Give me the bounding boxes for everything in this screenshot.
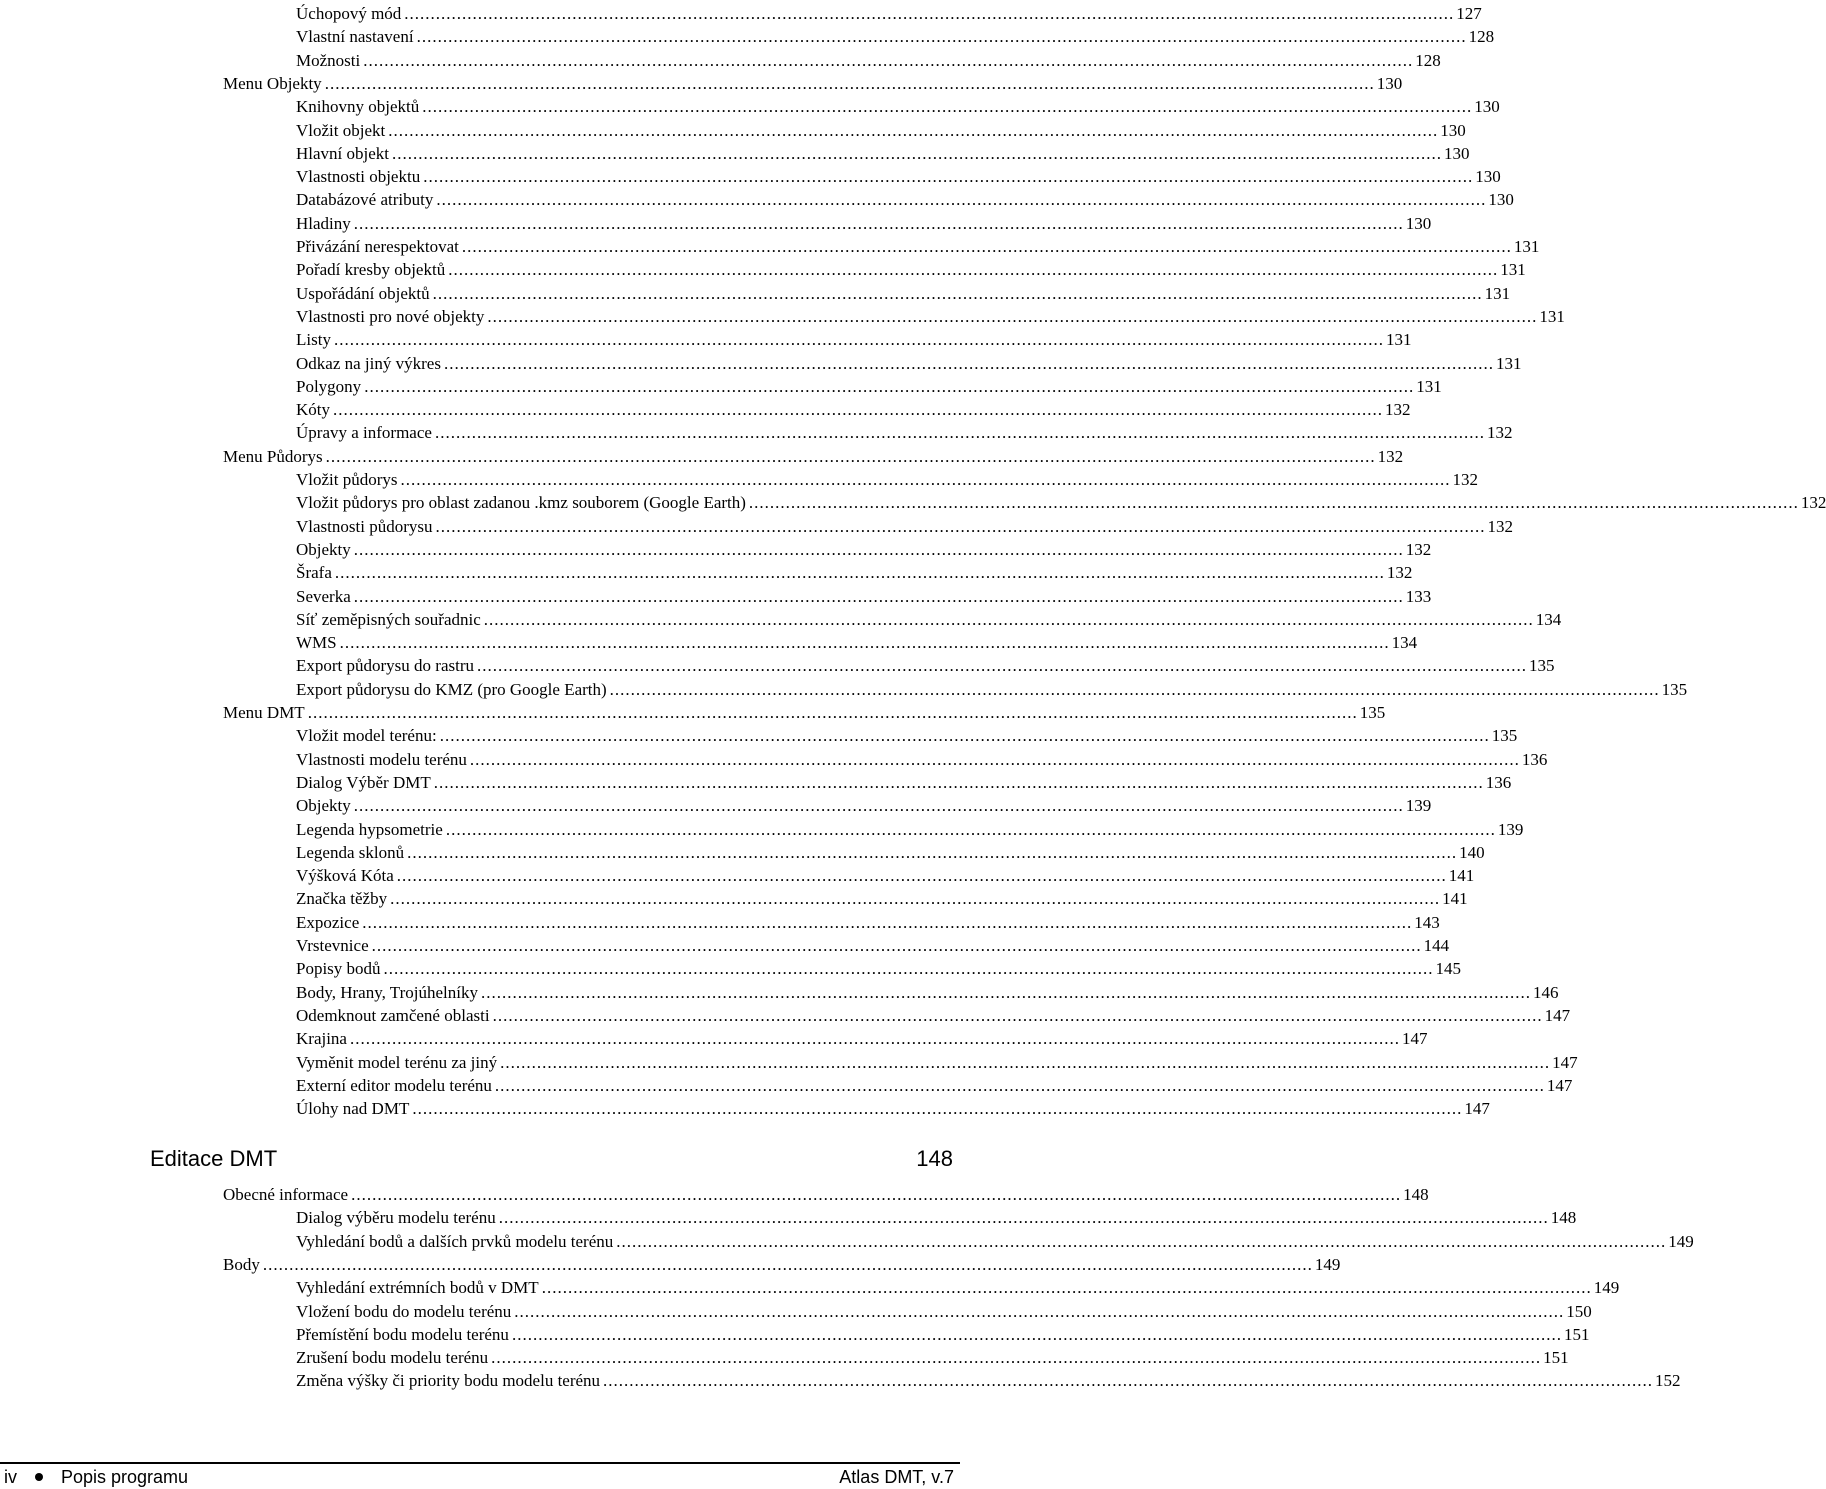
toc-entry-title: Značka těžby bbox=[296, 889, 388, 909]
toc-entry-page: 147 bbox=[1552, 1052, 1578, 1072]
toc-dot-leader: ........................................................................................................................................................................................................ bbox=[351, 1185, 1402, 1204]
toc-dot-leader: ........................................................................................................................................................................................................ bbox=[364, 376, 1415, 396]
toc-subsection-entry[interactable] bbox=[296, 655, 1555, 677]
toc-dot-leader: ........................................................................................................................................................................................................ bbox=[353, 213, 1404, 233]
toc-entry-page: 143 bbox=[1414, 912, 1440, 932]
toc-section-entry[interactable] bbox=[223, 1184, 1429, 1206]
toc-dot-leader: ........................................................................................................................................................................................................ bbox=[407, 842, 1458, 862]
toc-entry-page: 132 bbox=[1800, 493, 1826, 513]
toc-subsection-entry[interactable] bbox=[296, 1028, 1428, 1050]
toc-entry-page: 135 bbox=[1359, 703, 1386, 722]
toc-entry-title: Odkaz na jiný výkres bbox=[296, 353, 441, 373]
toc-entry-page: 128 bbox=[1415, 50, 1441, 70]
toc-entry-page: 128 bbox=[1468, 27, 1495, 47]
toc-dot-leader: ........................................................................................................................................................................................................ bbox=[748, 493, 1799, 513]
toc-dot-leader: ........................................................................................................................................................................................................ bbox=[541, 1278, 1592, 1298]
toc-subsection-entry[interactable] bbox=[296, 1052, 1578, 1074]
footer-page-number: iv bbox=[4, 1466, 17, 1487]
toc-entry-page: 131 bbox=[1484, 283, 1511, 303]
toc-subsection-entry[interactable] bbox=[296, 865, 1475, 887]
toc-subsection-entry[interactable] bbox=[296, 422, 1513, 444]
toc-entry-title: Výšková Kóta bbox=[296, 866, 394, 886]
toc-dot-leader: ........................................................................................................................................................................................................ bbox=[491, 1348, 1542, 1368]
toc-entry-title: Vyhledání extrémních bodů v DMT bbox=[296, 1278, 539, 1298]
toc-entry-page: 147 bbox=[1464, 1099, 1490, 1119]
toc-entry-title: Uspořádání objektů bbox=[296, 283, 430, 303]
toc-entry-title: Vlastnosti modelu terénu bbox=[296, 749, 467, 769]
toc-entry-title: Šrafa bbox=[296, 563, 332, 583]
toc-entry-title: Úchopový mód bbox=[296, 4, 402, 23]
toc-subsection-entry[interactable] bbox=[296, 1277, 1620, 1299]
toc-entry-page: 147 bbox=[1544, 1005, 1571, 1025]
toc-subsection-entry[interactable] bbox=[296, 50, 1441, 72]
toc-entry-page: 149 bbox=[1668, 1231, 1694, 1251]
toc-subsection-entry[interactable] bbox=[296, 120, 1466, 142]
toc-dot-leader: ........................................................................................................................................................................................................ bbox=[436, 190, 1487, 210]
toc-subsection-entry[interactable] bbox=[296, 376, 1442, 398]
toc-entry-page: 141 bbox=[1442, 889, 1468, 909]
toc-subsection-entry[interactable] bbox=[296, 1075, 1573, 1097]
toc-subsection-entry[interactable] bbox=[296, 958, 1462, 980]
toc-subsection-entry[interactable] bbox=[296, 469, 1479, 491]
toc-entry-page: 136 bbox=[1485, 772, 1512, 792]
toc-entry-title: Obecné informace bbox=[223, 1185, 349, 1204]
toc-entry-title: Legenda hypsometrie bbox=[296, 819, 443, 839]
toc-entry-page: 127 bbox=[1456, 4, 1482, 23]
toc-entry-page: 145 bbox=[1435, 959, 1462, 979]
toc-dot-leader: ........................................................................................................................................................................................................ bbox=[412, 1099, 1463, 1119]
toc-entry-page: 146 bbox=[1532, 982, 1559, 1002]
toc-dot-leader: ........................................................................................................................................................................................................ bbox=[500, 1052, 1551, 1072]
toc-subsection-entry[interactable] bbox=[296, 1301, 1592, 1323]
toc-entry-title: Vyhledání bodů a dalších prvků modelu terénu bbox=[296, 1231, 614, 1251]
toc-entry-page: 144 bbox=[1423, 936, 1450, 955]
toc-dot-leader: ........................................................................................................................................................................................................ bbox=[383, 959, 1434, 979]
toc-entry-page: 148 bbox=[1550, 1208, 1577, 1228]
toc-entry-title: Objekty bbox=[296, 539, 351, 559]
toc-dot-leader: ........................................................................................................................................................................................................ bbox=[432, 283, 1483, 303]
toc-dot-leader: ........................................................................................................................................................................................................ bbox=[445, 819, 1496, 839]
toc-entry-title: Vlastnosti pro nové objekty bbox=[296, 306, 485, 326]
toc-entry-page: 131 bbox=[1385, 330, 1412, 350]
toc-dot-leader: ........................................................................................................................................................................................................ bbox=[494, 1075, 1545, 1095]
toc-entry-title: Zrušení bodu modelu terénu bbox=[296, 1348, 489, 1368]
toc-subsection-entry[interactable] bbox=[296, 492, 1826, 514]
toc-entry-title: Knihovny objektů bbox=[296, 97, 420, 117]
toc-entry-page: 147 bbox=[1401, 1029, 1428, 1049]
toc-dot-leader: ........................................................................................................................................................................................................ bbox=[616, 1231, 1667, 1251]
toc-entry-title: Dialog Výběr DMT bbox=[296, 772, 431, 792]
toc-entry-title: Export půdorysu do rastru bbox=[296, 656, 475, 676]
toc-entry-page: 132 bbox=[1386, 563, 1413, 583]
toc-dot-leader: ........................................................................................................................................................................................................ bbox=[392, 143, 1443, 163]
toc-entry-page: 130 bbox=[1440, 120, 1466, 140]
toc-subsection-entry[interactable] bbox=[296, 679, 1688, 701]
toc-dot-leader: ........................................................................................................................................................................................................ bbox=[469, 749, 1520, 769]
toc-entry-title: Popisy bodů bbox=[296, 959, 381, 979]
toc-dot-leader: ........................................................................................................................................................................................................ bbox=[362, 912, 1413, 932]
toc-entry-title: Kóty bbox=[296, 400, 330, 420]
footer-section: Popis programu bbox=[61, 1466, 189, 1487]
bullet-icon bbox=[35, 1473, 43, 1481]
toc-subsection-entry[interactable] bbox=[296, 516, 1513, 538]
toc-subsection-entry[interactable] bbox=[296, 1370, 1681, 1392]
toc-entry-page: 132 bbox=[1405, 539, 1432, 559]
toc-section-entry[interactable] bbox=[223, 446, 1404, 468]
toc-entry-page: 149 bbox=[1314, 1254, 1341, 1274]
toc-subsection-entry[interactable] bbox=[296, 213, 1432, 235]
toc-entry-page: 149 bbox=[1593, 1278, 1620, 1298]
toc-subsection-entry[interactable] bbox=[296, 632, 1418, 654]
toc-dot-leader: ........................................................................................................................................................................................................ bbox=[353, 539, 1404, 559]
toc-dot-leader: ........................................................................................................................................................................................................ bbox=[477, 656, 1528, 676]
toc-entry-page: 139 bbox=[1497, 819, 1524, 839]
toc-subsection-entry[interactable] bbox=[296, 1324, 1590, 1346]
toc-subsection-entry[interactable] bbox=[296, 259, 1526, 281]
toc-subsection-entry[interactable] bbox=[296, 749, 1548, 771]
toc-dot-leader: ........................................................................................................................................................................................................ bbox=[461, 237, 1512, 256]
toc-dot-leader: ........................................................................................................................................................................................................ bbox=[434, 423, 1485, 443]
toc-entry-page: 130 bbox=[1405, 213, 1432, 233]
toc-dot-leader: ........................................................................................................................................................................................................ bbox=[363, 50, 1414, 70]
toc-entry-page: 133 bbox=[1405, 586, 1432, 606]
toc-subsection-entry[interactable] bbox=[296, 912, 1440, 934]
toc-entry-title: Vložit půdorys bbox=[296, 470, 398, 489]
toc-entry-title: Přivázání nerespektovat bbox=[296, 237, 459, 256]
toc-entry-page: 135 bbox=[1661, 679, 1688, 699]
toc-subsection-entry[interactable] bbox=[296, 399, 1411, 421]
toc-dot-leader: ........................................................................................................................................................................................................ bbox=[423, 167, 1474, 187]
toc-dot-leader: ........................................................................................................................................................................................................ bbox=[404, 4, 1455, 23]
toc-dot-leader: ........................................................................................................................................................................................................ bbox=[353, 796, 1404, 816]
toc-entry-page: 150 bbox=[1566, 1301, 1592, 1321]
toc-entry-page: 134 bbox=[1535, 609, 1562, 629]
footer-left bbox=[4, 1467, 188, 1488]
toc-dot-leader: ........................................................................................................................................................................................................ bbox=[433, 772, 1484, 792]
toc-dot-leader: ........................................................................................................................................................................................................ bbox=[262, 1254, 1313, 1274]
toc-entry-title: Přemístění bodu modelu terénu bbox=[296, 1324, 509, 1344]
toc-entry-page: 140 bbox=[1459, 842, 1485, 862]
toc-entry-title: Vložit model terénu: bbox=[296, 726, 437, 746]
toc-dot-leader: ........................................................................................................................................................................................................ bbox=[448, 260, 1499, 280]
toc-entry-page: 135 bbox=[1529, 656, 1555, 676]
toc-dot-leader: ........................................................................................................................................................................................................ bbox=[435, 516, 1486, 536]
toc-subsection-entry[interactable] bbox=[296, 819, 1524, 841]
toc-entry-title: Vložit půdorys pro oblast zadanou .kmz souborem (Google Earth) bbox=[296, 493, 746, 513]
toc-entry-page: 131 bbox=[1500, 260, 1526, 280]
toc-subsection-entry[interactable] bbox=[296, 353, 1522, 375]
toc-entry-title: Vložit objekt bbox=[296, 120, 386, 140]
toc-entry-title: Severka bbox=[296, 586, 351, 606]
toc-entry-title: WMS bbox=[296, 633, 337, 653]
toc-subsection-entry[interactable] bbox=[296, 609, 1562, 631]
toc-subsection-entry[interactable] bbox=[296, 1207, 1577, 1229]
toc-subsection-entry[interactable] bbox=[296, 143, 1470, 165]
toc-dot-leader: ........................................................................................................................................................................................................ bbox=[349, 1029, 1400, 1049]
toc-dot-leader: ........................................................................................................................................................................................................ bbox=[422, 97, 1473, 117]
toc-subsection-entry[interactable] bbox=[296, 306, 1565, 328]
toc-entry-title: Možnosti bbox=[296, 50, 361, 70]
toc-dot-leader: ........................................................................................................................................................................................................ bbox=[307, 703, 1358, 722]
toc-entry-title: Databázové atributy bbox=[296, 190, 434, 210]
toc-dot-leader: ........................................................................................................................................................................................................ bbox=[483, 609, 1534, 629]
toc-entry-title: Dialog výběru modelu terénu bbox=[296, 1208, 496, 1228]
toc-dot-leader: ........................................................................................................................................................................................................ bbox=[353, 586, 1404, 606]
toc-subsection-entry[interactable] bbox=[296, 329, 1412, 351]
toc-subsection-entry[interactable] bbox=[296, 3, 1482, 25]
toc-entry-title: Body bbox=[223, 1254, 260, 1274]
toc-entry-title: Vlastnosti půdorysu bbox=[296, 516, 433, 536]
toc-subsection-entry[interactable] bbox=[296, 283, 1511, 305]
toc-entry-page: 151 bbox=[1543, 1348, 1569, 1368]
page-footer bbox=[4, 1466, 954, 1488]
toc-subsection-entry[interactable] bbox=[296, 1347, 1569, 1369]
toc-section-entry[interactable] bbox=[223, 702, 1386, 724]
toc-dot-leader: ........................................................................................................................................................................................................ bbox=[416, 27, 1467, 47]
toc-entry-title: Pořadí kresby objektů bbox=[296, 260, 446, 280]
toc-entry-title: Změna výšky či priority bodu modelu terénu bbox=[296, 1371, 601, 1391]
toc-dot-leader: ........................................................................................................................................................................................................ bbox=[388, 120, 1439, 140]
toc-entry-title: Vložení bodu do modelu terénu bbox=[296, 1301, 512, 1321]
toc-entry-page: 132 bbox=[1487, 516, 1513, 536]
chapter-page-number: 148 bbox=[916, 1146, 953, 1171]
toc-entry-page: 131 bbox=[1513, 237, 1540, 256]
toc-dot-leader: ........................................................................................................................................................................................................ bbox=[514, 1301, 1565, 1321]
toc-dot-leader: ........................................................................................................................................................................................................ bbox=[487, 306, 1538, 326]
toc-dot-leader: ........................................................................................................................................................................................................ bbox=[333, 400, 1383, 420]
toc-dot-leader: ........................................................................................................................................................................................................ bbox=[498, 1208, 1549, 1228]
toc-subsection-entry[interactable] bbox=[296, 772, 1512, 794]
toc-dot-leader: ........................................................................................................................................................................................................ bbox=[325, 446, 1376, 466]
toc-entry-title: Body, Hrany, Trojúhelníky bbox=[296, 982, 478, 1002]
toc-subsection-entry[interactable] bbox=[296, 1231, 1694, 1253]
toc-dot-leader: ........................................................................................................................................................................................................ bbox=[324, 73, 1375, 93]
toc-dot-leader: ........................................................................................................................................................................................................ bbox=[439, 726, 1490, 746]
toc-entry-title: Objekty bbox=[296, 796, 351, 816]
toc-entry-title: Vlastní nastavení bbox=[296, 27, 414, 47]
toc-entry-page: 131 bbox=[1416, 376, 1442, 396]
toc-subsection-entry[interactable] bbox=[296, 888, 1468, 910]
toc-entry-title: Vrstevnice bbox=[296, 936, 369, 955]
toc-entry-page: 132 bbox=[1452, 470, 1479, 489]
toc-subsection-entry[interactable] bbox=[296, 935, 1450, 957]
toc-dot-leader: ........................................................................................................................................................................................................ bbox=[339, 633, 1390, 653]
chapter-title: Editace DMT bbox=[150, 1146, 278, 1171]
toc-dot-leader: ........................................................................................................................................................................................................ bbox=[603, 1371, 1654, 1391]
toc-dot-leader: ........................................................................................................................................................................................................ bbox=[333, 330, 1384, 350]
toc-subsection-entry[interactable] bbox=[296, 26, 1495, 48]
toc-entry-title: Úpravy a informace bbox=[296, 423, 432, 443]
toc-entry-page: 147 bbox=[1546, 1075, 1573, 1095]
toc-entry-title: Legenda sklonů bbox=[296, 842, 405, 862]
toc-entry-title: Síť zeměpisných souřadnic bbox=[296, 609, 481, 629]
toc-dot-leader: ........................................................................................................................................................................................................ bbox=[400, 470, 1451, 489]
footer-rule bbox=[0, 1462, 960, 1464]
toc-dot-leader: ........................................................................................................................................................................................................ bbox=[390, 889, 1441, 909]
toc-subsection-entry[interactable] bbox=[296, 189, 1514, 211]
toc-dot-leader: ........................................................................................................................................................................................................ bbox=[371, 936, 1422, 955]
toc-subsection-entry[interactable] bbox=[296, 586, 1432, 608]
toc-entry-page: 131 bbox=[1539, 306, 1565, 326]
toc-entry-title: Vlastnosti objektu bbox=[296, 167, 421, 187]
toc-entry-page: 130 bbox=[1444, 143, 1470, 163]
toc-entry-page: 130 bbox=[1474, 97, 1500, 117]
toc-subsection-entry[interactable] bbox=[296, 1005, 1571, 1027]
toc-dot-leader: ........................................................................................................................................................................................................ bbox=[480, 982, 1531, 1002]
toc-entry-page: 141 bbox=[1448, 866, 1475, 886]
toc-entry-page: 132 bbox=[1377, 446, 1404, 466]
toc-dot-leader: ........................................................................................................................................................................................................ bbox=[396, 866, 1447, 886]
toc-entry-title: Expozice bbox=[296, 912, 360, 932]
toc-dot-leader: ........................................................................................................................................................................................................ bbox=[511, 1324, 1562, 1344]
toc-entry-title: Hladiny bbox=[296, 213, 351, 233]
toc-entry-page: 130 bbox=[1488, 190, 1514, 210]
toc-entry-page: 152 bbox=[1655, 1371, 1681, 1391]
toc-subsection-entry[interactable] bbox=[296, 842, 1485, 864]
toc-entry-title: Hlavní objekt bbox=[296, 143, 390, 163]
toc-entry-page: 132 bbox=[1486, 423, 1513, 443]
toc-section-entry[interactable] bbox=[223, 1254, 1341, 1276]
toc-subsection-entry[interactable] bbox=[296, 96, 1500, 118]
toc-entry-title: Externí editor modelu terénu bbox=[296, 1075, 492, 1095]
toc-entry-page: 136 bbox=[1521, 749, 1548, 769]
toc-dot-leader: ........................................................................................................................................................................................................ bbox=[334, 563, 1385, 583]
toc-section-entry[interactable] bbox=[223, 73, 1403, 95]
toc-subsection-entry[interactable] bbox=[296, 725, 1518, 747]
toc-entry-page: 151 bbox=[1563, 1324, 1590, 1344]
toc-entry-page: 135 bbox=[1491, 726, 1518, 746]
toc-entry-page: 134 bbox=[1391, 633, 1418, 653]
footer-product: Atlas DMT, v.7 bbox=[839, 1466, 954, 1487]
toc-entry-page: 148 bbox=[1403, 1185, 1429, 1204]
toc-entry-title: Vyměnit model terénu za jiný bbox=[296, 1052, 498, 1072]
toc-subsection-entry[interactable] bbox=[296, 539, 1432, 561]
toc-entry-title: Menu Půdorys bbox=[223, 446, 323, 466]
toc-entry-page: 131 bbox=[1495, 353, 1522, 373]
toc-dot-leader: ........................................................................................................................................................................................................ bbox=[609, 679, 1660, 699]
toc-entry-title: Úlohy nad DMT bbox=[296, 1099, 410, 1119]
toc-entry-page: 132 bbox=[1385, 400, 1411, 420]
toc-entry-title: Krajina bbox=[296, 1029, 347, 1049]
toc-subsection-entry[interactable] bbox=[296, 562, 1413, 584]
chapter-heading[interactable] bbox=[150, 1144, 953, 1174]
toc-entry-title: Export půdorysu do KMZ (pro Google Earth) bbox=[296, 679, 607, 699]
toc-subsection-entry[interactable] bbox=[296, 982, 1559, 1004]
toc-dot-leader: ........................................................................................................................................................................................................ bbox=[443, 353, 1494, 373]
toc-subsection-entry[interactable] bbox=[296, 795, 1432, 817]
toc-entry-title: Listy bbox=[296, 330, 331, 350]
toc-entry-title: Odemknout zamčené oblasti bbox=[296, 1005, 490, 1025]
toc-entry-page: 139 bbox=[1405, 796, 1432, 816]
toc-entry-title: Menu DMT bbox=[223, 703, 305, 722]
toc-subsection-entry[interactable] bbox=[296, 166, 1501, 188]
toc-entry-page: 130 bbox=[1376, 73, 1403, 93]
toc-entry-title: Menu Objekty bbox=[223, 73, 322, 93]
toc-entry-page: 130 bbox=[1475, 167, 1501, 187]
toc-subsection-entry[interactable] bbox=[296, 236, 1540, 258]
toc-entry-title: Polygony bbox=[296, 376, 362, 396]
toc-subsection-entry[interactable] bbox=[296, 1098, 1490, 1120]
toc-dot-leader: ........................................................................................................................................................................................................ bbox=[492, 1005, 1543, 1025]
